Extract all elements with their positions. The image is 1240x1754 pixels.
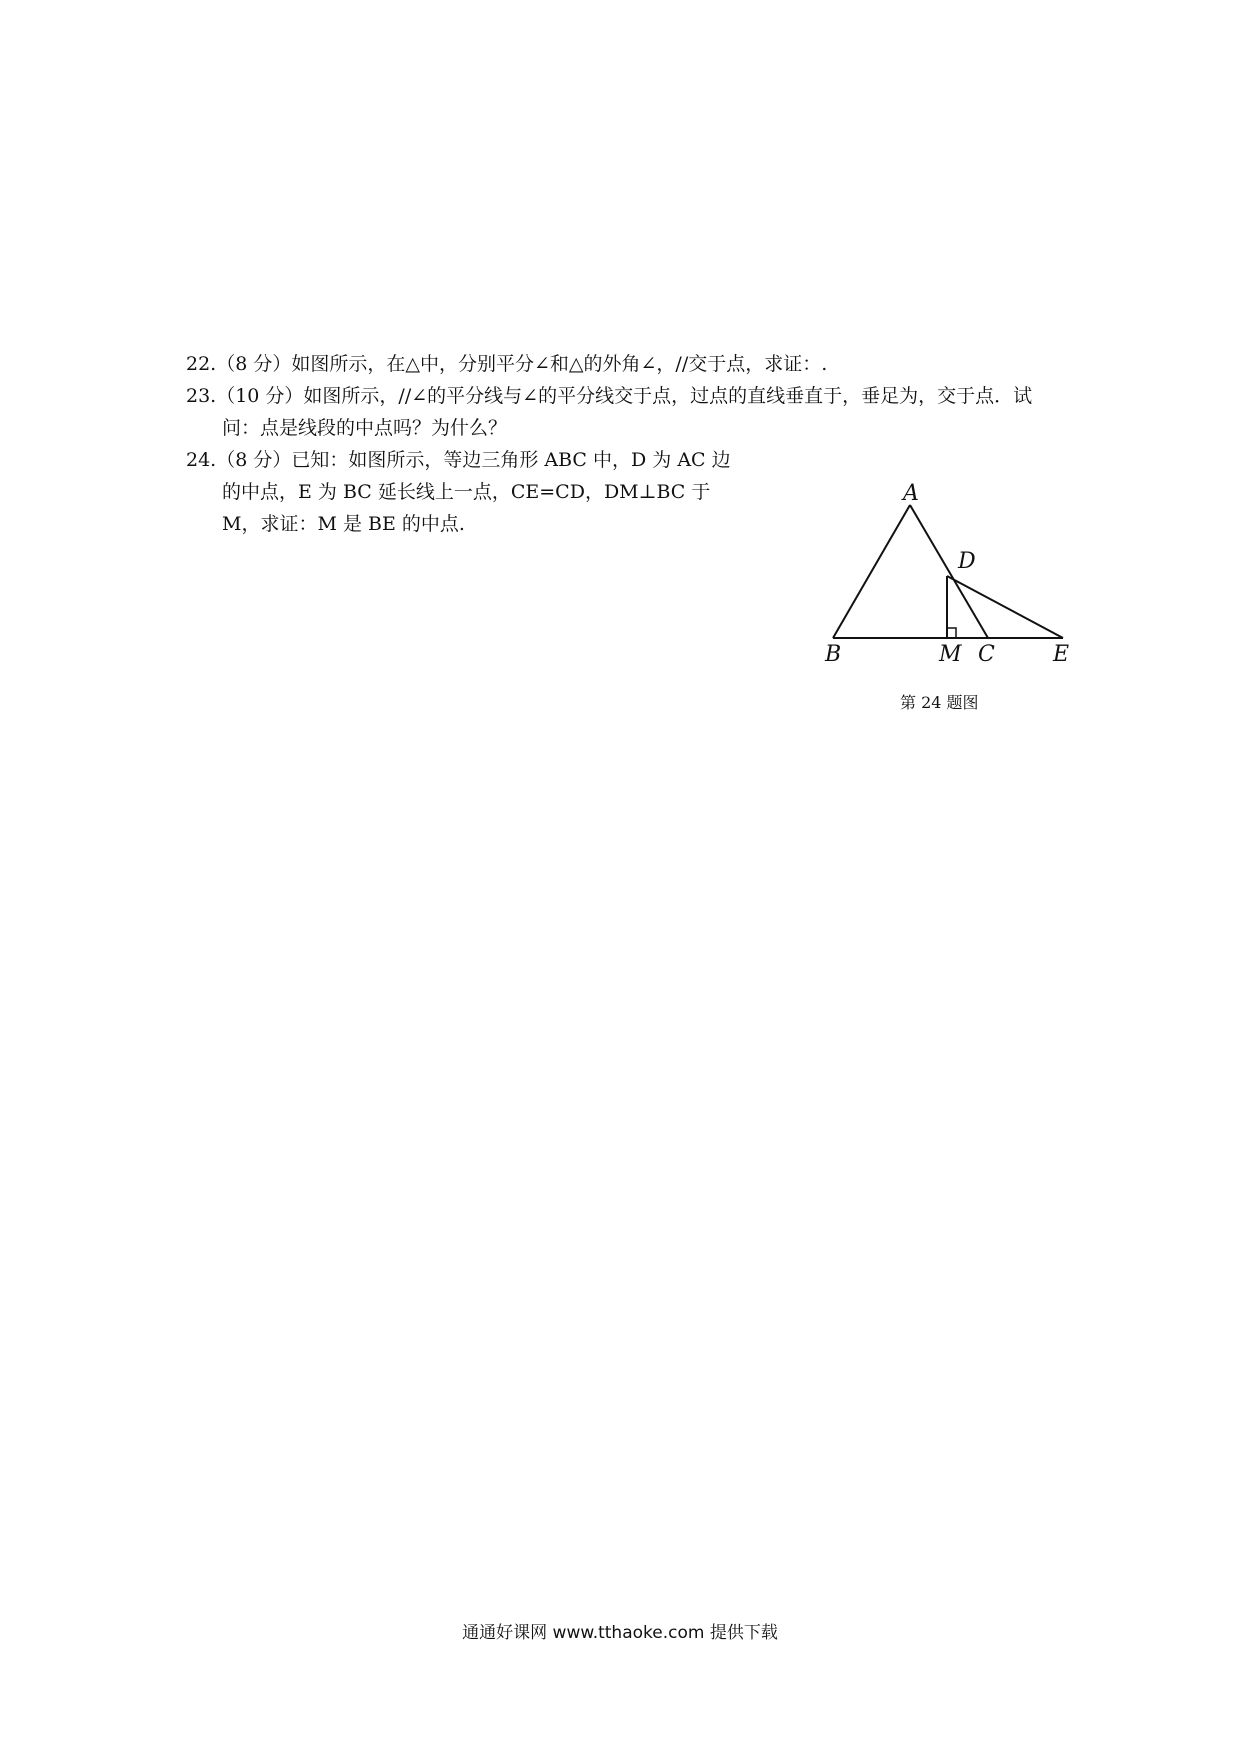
segment-de xyxy=(947,576,1063,638)
geometry-figure xyxy=(825,481,1085,667)
problem-number: 22. xyxy=(186,353,217,375)
triangle-diagram xyxy=(825,481,1085,667)
problem-text: （8 分）如图所示，在△中，分别平分∠和△的外角∠，//交于点，求证：. xyxy=(216,353,828,375)
problem-number: 23. xyxy=(186,385,217,407)
label-b: B xyxy=(825,642,842,667)
page-footer: 通通好课网 www.tthaoke.com 提供下载 xyxy=(462,1623,778,1643)
problem-text: （10 分）如图所示，//∠的平分线与∠的平分线交于点，过点的直线垂直于，垂足为，交于点．试问：点是线段的中点吗？为什么？ xyxy=(216,385,1033,439)
segment-ac xyxy=(910,505,988,638)
figure-caption: 第 24 题图 xyxy=(900,693,979,712)
right-angle-mark xyxy=(947,628,956,638)
problem-number: 24. xyxy=(186,449,217,471)
label-m: M xyxy=(939,642,962,667)
label-c: C xyxy=(978,642,995,667)
label-d: D xyxy=(958,549,976,574)
label-e: E xyxy=(1053,642,1070,667)
problem-23 xyxy=(186,380,1066,444)
problem-text: （8 分）已知：如图所示，等边三角形 ABC 中，D 为 AC 边的中点，E 为 BC 延长线上一点，CE=CD，DM⊥BC 于 M，求证：M 是 BE 的中点. xyxy=(216,449,731,535)
segment-ab xyxy=(833,505,910,638)
problem-22 xyxy=(186,348,1066,380)
label-a: A xyxy=(903,481,919,506)
